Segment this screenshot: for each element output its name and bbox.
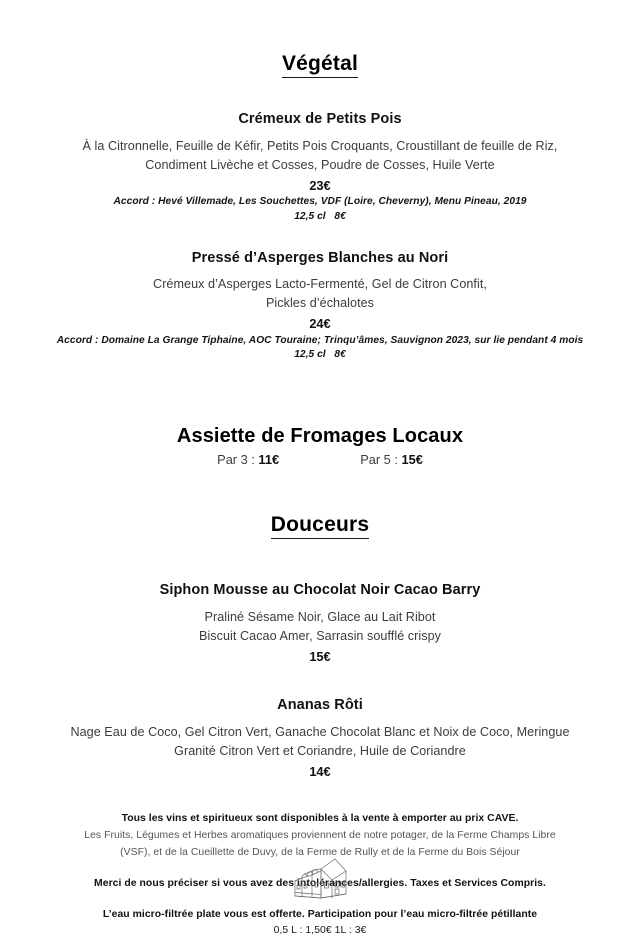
dish-wine-pairing: Accord : Hevé Villemade, Les Souchettes, VDF (Loire, Cheverny), Menu Pineau, 2019: [113, 196, 527, 208]
footer-allergies-note: Merci de nous préciser si vous avez des intolérances/allergies. Taxes et Services Compris.: [94, 877, 546, 889]
cheese-plate-title: Assiette de Fromages Locaux: [176, 425, 464, 448]
dessert-title: Ananas Rôti: [277, 697, 363, 714]
dish-price: 24€: [309, 316, 331, 332]
dish-description-line: À la Citronnelle, Feuille de Kéfir, Petits Pois Croquants, Croustillant de feuille de Riz,: [82, 138, 558, 153]
dessert-description-line: Praliné Sésame Noir, Glace au Lait Ribot: [204, 609, 436, 624]
cheese-option-3: [217, 452, 279, 467]
dish-description-line: Crémeux d’Asperges Lacto-Fermenté, Gel de Citron Confit,: [153, 277, 487, 292]
cheese-plate-prices: [45, 452, 595, 467]
dessert-description-line: Granité Citron Vert et Coriandre, Huile de Coriandre: [174, 743, 466, 758]
footer-produce-note-line-2: (VSF), et de la Cueillette de Duvy, de la Ferme de Rully et de la Ferme du Bois Séjour: [120, 846, 520, 858]
dessert-price: 15€: [309, 649, 331, 665]
pairing-price: 8€: [334, 210, 346, 222]
cheese-option-5: [360, 452, 423, 467]
footer-water-prices: 0,5 L : 1,50€ 1L : 3€: [273, 925, 367, 937]
pairing-volume: 12,5 cl: [294, 349, 326, 361]
dish-block: [45, 249, 595, 364]
dessert-description-line: Biscuit Cacao Amer, Sarrasin soufflé crispy: [199, 628, 441, 643]
footer-produce-note-line-1: Les Fruits, Légumes et Herbes aromatiques proviennent de notre potager, de la Ferme Champs Libre: [84, 830, 556, 842]
footer-wines-note: Tous les vins et spiritueux sont disponibles à la vente à emporter au prix CAVE.: [121, 813, 519, 825]
section-heading-douceurs-label: Douceurs: [271, 513, 369, 539]
dish-price: 23€: [309, 177, 331, 193]
pairing-volume: 12,5 cl: [294, 210, 326, 222]
dish-title: Pressé d’Asperges Blanches au Nori: [191, 249, 449, 266]
dessert-description-line: Nage Eau de Coco, Gel Citron Vert, Ganache Chocolat Blanc et Noix de Coco, Meringue: [70, 724, 570, 739]
dessert-title: Siphon Mousse au Chocolat Noir Cacao Barry: [159, 582, 481, 599]
cheese-plate-block: [45, 425, 595, 467]
dessert-block: [45, 696, 595, 781]
pairing-price: 8€: [334, 349, 346, 361]
cheese-option-3-price: 11€: [258, 452, 280, 468]
dish-block: [45, 110, 595, 225]
dessert-price: 14€: [309, 764, 331, 780]
dish-title: Crémeux de Petits Pois: [238, 111, 402, 127]
dish-description-line: Pickles d’échalotes: [265, 296, 375, 311]
section-heading-douceurs: [45, 513, 595, 541]
section-heading-vegetal-label: Végétal: [282, 52, 358, 78]
footer-logo: [0, 853, 640, 905]
dish-wine-pairing-volume-price: [45, 210, 595, 225]
cheese-option-5-label: Par 5 :: [360, 452, 402, 468]
house-building-logo-icon: [288, 853, 352, 905]
cheese-option-3-label: Par 3 :: [217, 452, 259, 468]
dish-description-line: Condiment Livèche et Cosses, Poudre de Cosses, Huile Verte: [145, 157, 495, 172]
footer-water-note: L’eau micro-filtrée plate vous est offerte. Participation pour l’eau micro-filtrée pétillante: [102, 908, 538, 920]
dessert-block: [45, 581, 595, 666]
dish-wine-pairing: Accord : Domaine La Grange Tiphaine, AOC Touraine; Trinqu’âmes, Sauvignon 2023, sur lie pendant 4 mois: [56, 334, 584, 346]
cheese-option-5-price: 15€: [401, 452, 423, 468]
section-heading-vegetal: [45, 52, 595, 80]
dish-wine-pairing-volume-price: [45, 348, 595, 363]
